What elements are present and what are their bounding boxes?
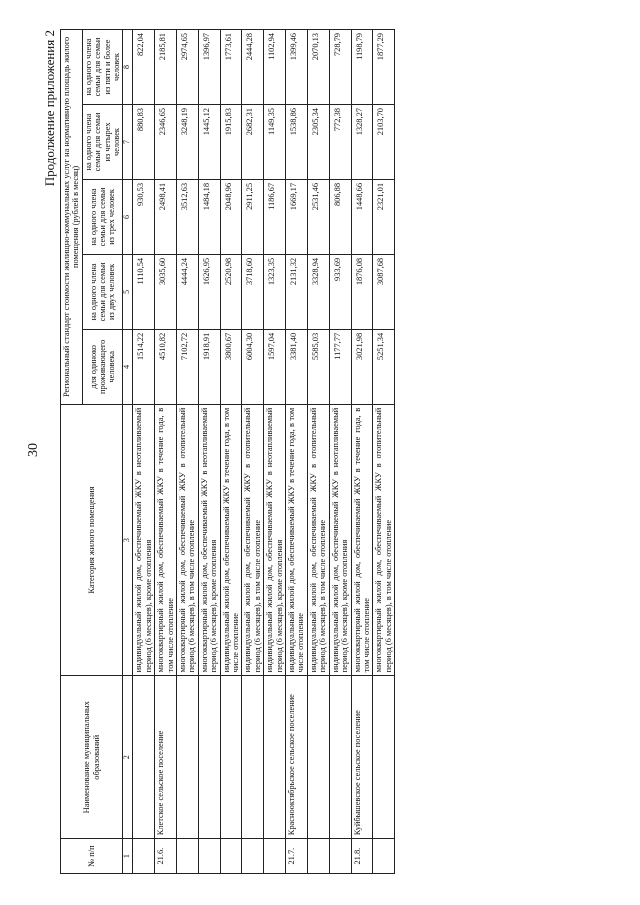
value-family-2: 1110,54 [133,254,155,329]
municipality-name [307,676,329,839]
value-family-3: 2531,46 [307,179,329,254]
municipality-name [133,676,155,839]
value-family-4: 2682,31 [242,105,264,180]
header-standard: Региональный стандарт стоимости жилищно-коммунальных услуг на нормативную площадь жилого помещения (рублей в месяц) [61,30,83,405]
value-family-4: 1915,83 [220,105,242,180]
value-family-2: 4444,24 [177,254,199,329]
value-family-5: 822,04 [133,30,155,105]
value-family-4: 1149,35 [264,105,286,180]
value-family-2: 933,69 [329,254,351,329]
table-row [220,30,242,874]
value-single: 1177,77 [329,329,351,404]
value-family-3: 1448,66 [351,179,373,254]
value-family-2: 1626,95 [198,254,220,329]
municipality-name [177,676,199,839]
value-family-3: 1669,17 [286,179,308,254]
value-single: 5251,34 [373,329,395,404]
header-single: для одиноко проживающего человека [82,329,123,404]
row-number: 21.8. [351,839,373,874]
value-family-5: 2185,81 [155,30,177,105]
value-family-4: 2103,70 [373,105,395,180]
value-family-4: 1445,12 [198,105,220,180]
row-number [307,839,329,874]
column-number: 6 [123,179,133,254]
header-family-2: на одного члена семьи для семьи из двух человек [82,254,123,329]
value-single: 1918,91 [198,329,220,404]
row-number [177,839,199,874]
value-family-3: 2498,41 [155,179,177,254]
value-family-5: 728,79 [329,30,351,105]
municipality-name [329,676,351,839]
table-row [177,30,199,874]
value-family-5: 1396,97 [198,30,220,105]
housing-category: многоквартирный жилой дом, обеспечиваемый ЖКУ в неотапливаемый период (6 месяцев), кроме отопления [198,404,220,676]
row-number [264,839,286,874]
table-row [155,30,177,874]
column-numbers-row [123,30,133,874]
value-single: 7102,72 [177,329,199,404]
value-family-4: 1328,27 [351,105,373,180]
value-family-4: 772,38 [329,105,351,180]
value-single: 3800,67 [220,329,242,404]
housing-category: индивидуальный жилой дом, обеспечиваемый ЖКУ в отопительный период (6 месяцев), в том числе отопление [307,404,329,676]
municipality-name: Краснооктябрьское сельское поселение [286,676,308,839]
housing-category: многоквартирный жилой дом, обеспечиваемый ЖКУ в течение года, в том числе отопление [155,404,177,676]
value-family-3: 3512,63 [177,179,199,254]
table-row [373,30,395,874]
housing-category: многоквартирный жилой дом, обеспечиваемый ЖКУ в отопительный период (6 месяцев), в том числе отопление [373,404,395,676]
value-family-5: 2974,65 [177,30,199,105]
value-family-3: 930,53 [133,179,155,254]
value-family-4: 2346,65 [155,105,177,180]
row-number [242,839,264,874]
header-municipality: Наименование муниципальных образований [61,676,123,839]
housing-category: индивидуальный жилой дом, обеспечиваемый ЖКУ в неотапливаемый период (6 месяцев), кроме отопления [133,404,155,676]
table-row [329,30,351,874]
value-family-2: 1323,35 [264,254,286,329]
value-family-3: 1186,67 [264,179,286,254]
row-number [220,839,242,874]
municipality-name [264,676,286,839]
value-family-2: 3035,60 [155,254,177,329]
page-number: 30 [26,443,41,457]
column-number: 5 [123,254,133,329]
header-family-5: на одного члена семьи для семьи из пяти и более человек [82,30,123,105]
header-family-3: на одного члена семьи для семьи из трех человек [82,179,123,254]
value-family-4: 1538,86 [286,105,308,180]
housing-category: индивидуальный жилой дом, обеспечиваемый ЖКУ в течение года, в том числе отопление [220,404,242,676]
housing-category: индивидуальный жилой дом, обеспечиваемый ЖКУ в течение года, в том числе отопление [286,404,308,676]
municipality-name [198,676,220,839]
value-family-2: 2520,98 [220,254,242,329]
municipality-name: Клетское сельское поселение [155,676,177,839]
value-family-2: 3718,60 [242,254,264,329]
housing-category: многоквартирный жилой дом, обеспечиваемый ЖКУ в течение года, в том числе отопление [351,404,373,676]
tariff-table [60,29,395,874]
header-family-4: на одного члена семьи для семьи из четырех человек [82,105,123,180]
table-row [286,30,308,874]
value-single: 4510,82 [155,329,177,404]
row-number: 21.6. [155,839,177,874]
value-family-4: 2305,34 [307,105,329,180]
value-family-2: 3328,94 [307,254,329,329]
value-single: 5585,03 [307,329,329,404]
column-number: 4 [123,329,133,404]
table-row [198,30,220,874]
table-row [133,30,155,874]
table-row [264,30,286,874]
header-category: Категория жилого помещения [61,404,123,676]
column-number: 7 [123,105,133,180]
housing-category: индивидуальный жилой дом, обеспечиваемый ЖКУ в неотапливаемый период (6 месяцев), кроме отопления [329,404,351,676]
value-family-3: 2911,25 [242,179,264,254]
value-family-2: 1876,08 [351,254,373,329]
value-family-3: 1484,18 [198,179,220,254]
table-row [242,30,264,874]
row-number [133,839,155,874]
municipality-name [220,676,242,839]
value-family-5: 1198,79 [351,30,373,105]
rotated-content [20,20,620,880]
housing-category: индивидуальный жилой дом, обеспечиваемый ЖКУ в отопительный период (6 месяцев), в том числе отопление [242,404,264,676]
header-number: № п/п [61,839,123,874]
row-number [329,839,351,874]
housing-category: многоквартирный жилой дом, обеспечиваемый ЖКУ в отопительный период (6 месяцев), в том числе отопление [177,404,199,676]
row-number [373,839,395,874]
municipality-name: Куйбышевское сельское поселение [351,676,373,839]
value-family-4: 880,83 [133,105,155,180]
value-family-5: 2444,28 [242,30,264,105]
column-number: 3 [123,404,133,676]
row-number: 21.7. [286,839,308,874]
value-family-4: 3248,19 [177,105,199,180]
table-row [307,30,329,874]
value-family-5: 1399,46 [286,30,308,105]
municipality-name [242,676,264,839]
value-family-5: 1877,29 [373,30,395,105]
value-family-2: 3087,68 [373,254,395,329]
value-single: 3021,98 [351,329,373,404]
value-family-5: 2070,13 [307,30,329,105]
column-number: 2 [123,676,133,839]
column-number: 1 [123,839,133,874]
column-number: 8 [123,30,133,105]
value-family-3: 2321,01 [373,179,395,254]
value-family-5: 1102,94 [264,30,286,105]
housing-category: индивидуальный жилой дом, обеспечиваемый ЖКУ в неотапливаемый период (6 месяцев), кроме отопления [264,404,286,676]
municipality-name [373,676,395,839]
value-family-3: 806,88 [329,179,351,254]
value-family-2: 2131,32 [286,254,308,329]
value-family-5: 1773,61 [220,30,242,105]
value-single: 1514,22 [133,329,155,404]
value-family-3: 2048,96 [220,179,242,254]
table-row [351,30,373,874]
value-single: 1597,04 [264,329,286,404]
continuation-title: Продолжение приложения 2 [42,30,57,187]
value-single: 3381,40 [286,329,308,404]
row-number [198,839,220,874]
value-single: 6004,30 [242,329,264,404]
